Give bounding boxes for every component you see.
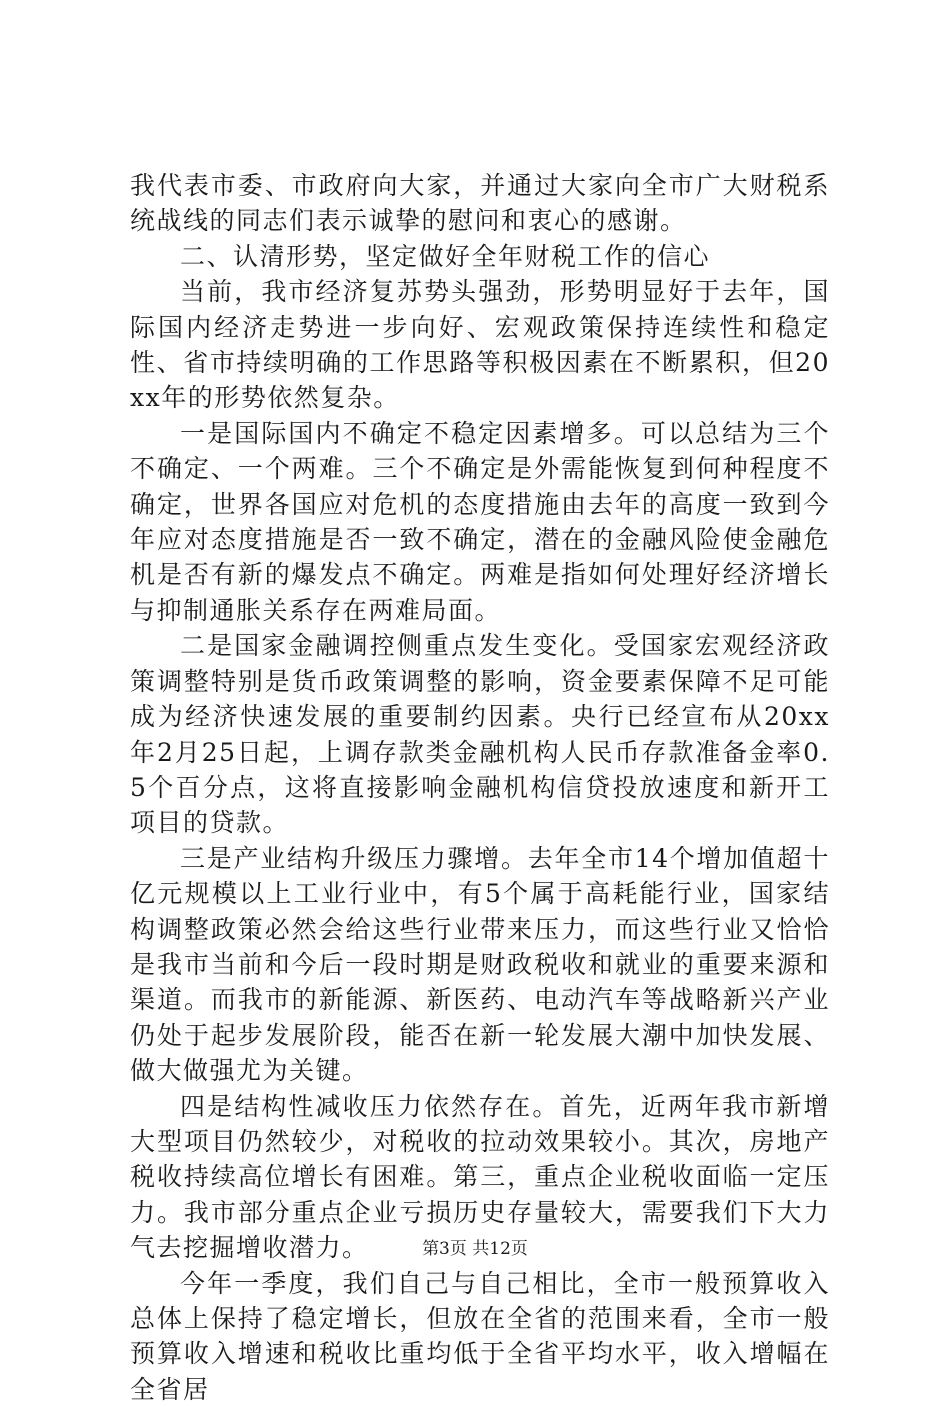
document-body <box>130 168 830 1407</box>
paragraph-point-one: 一是国际国内不确定不稳定因素增多。可以总结为三个不确定、一个两难。三个不确定是外需能恢复到何种程度不确定，世界各国应对危机的态度措施由去年的高度一致到今年应对态度措施是否一致不确定，潜在的金融风险使金融危机是否有新的爆发点不确定。两难是指如何处理好经济增长与抑制通胀关系存在两难局面。 <box>130 418 830 625</box>
paragraph-point-three: 三是产业结构升级压力骤增。去年全市14个增加值超十亿元规模以上工业行业中，有5个属于高耗能行业，国家结构调整政策必然会给这些行业带来压力，而这些行业又恰恰是我市当前和今后一段时期是财政税收和就业的重要来源和渠道。而我市的新能源、新医药、电动汽车等战略新兴产业仍处于起步发展阶段，能否在新一轮发展大潮中加快发展、做大做强尤为关键。 <box>130 843 830 1086</box>
page-number-footer: 第3页 共12页 <box>422 1239 528 1259</box>
paragraph-point-four: 四是结构性减收压力依然存在。首先，近两年我市新增大型项目仍然较少，对税收的拉动效果较小。其次，房地产税收持续高位增长有困难。第三，重点企业税收面临一定压力。我市部分重点企业亏损历史存量较大，需要我们下大力气去挖掘增收潜力。 <box>130 1091 830 1263</box>
paragraph-first-quarter: 今年一季度，我们自己与自己相比，全市一般预算收入总体上保持了稳定增长，但放在全省的范围来看，全市一般预算收入增速和税收比重均低于全省平均水平，收入增幅在全省居 <box>130 1268 830 1404</box>
paragraph-situation: 当前，我市经济复苏势头强劲，形势明显好于去年，国际国内经济走势进一步向好、宏观政策保持连续性和稳定性、省市持续明确的工作思路等积极因素在不断累积，但20xx年的形势依然复杂。 <box>130 277 830 413</box>
section-heading: 二、认清形势，坚定做好全年财税工作的信心 <box>180 241 711 271</box>
paragraph-thanks: 我代表市委、市政府向大家，并通过大家向全市广大财税系统战线的同志们表示诚挚的慰问和衷心的感谢。 <box>130 171 830 236</box>
paragraph-point-two: 二是国家金融调控侧重点发生变化。受国家宏观经济政策调整特别是货币政策调整的影响，资金要素保障不足可能成为经济快速发展的重要制约因素。央行已经宣布从20xx年2月25日起，上调存款类金融机构人民币存款准备金率0.5个百分点，这将直接影响金融机构信贷投放速度和新开工项目的贷款。 <box>130 631 830 838</box>
